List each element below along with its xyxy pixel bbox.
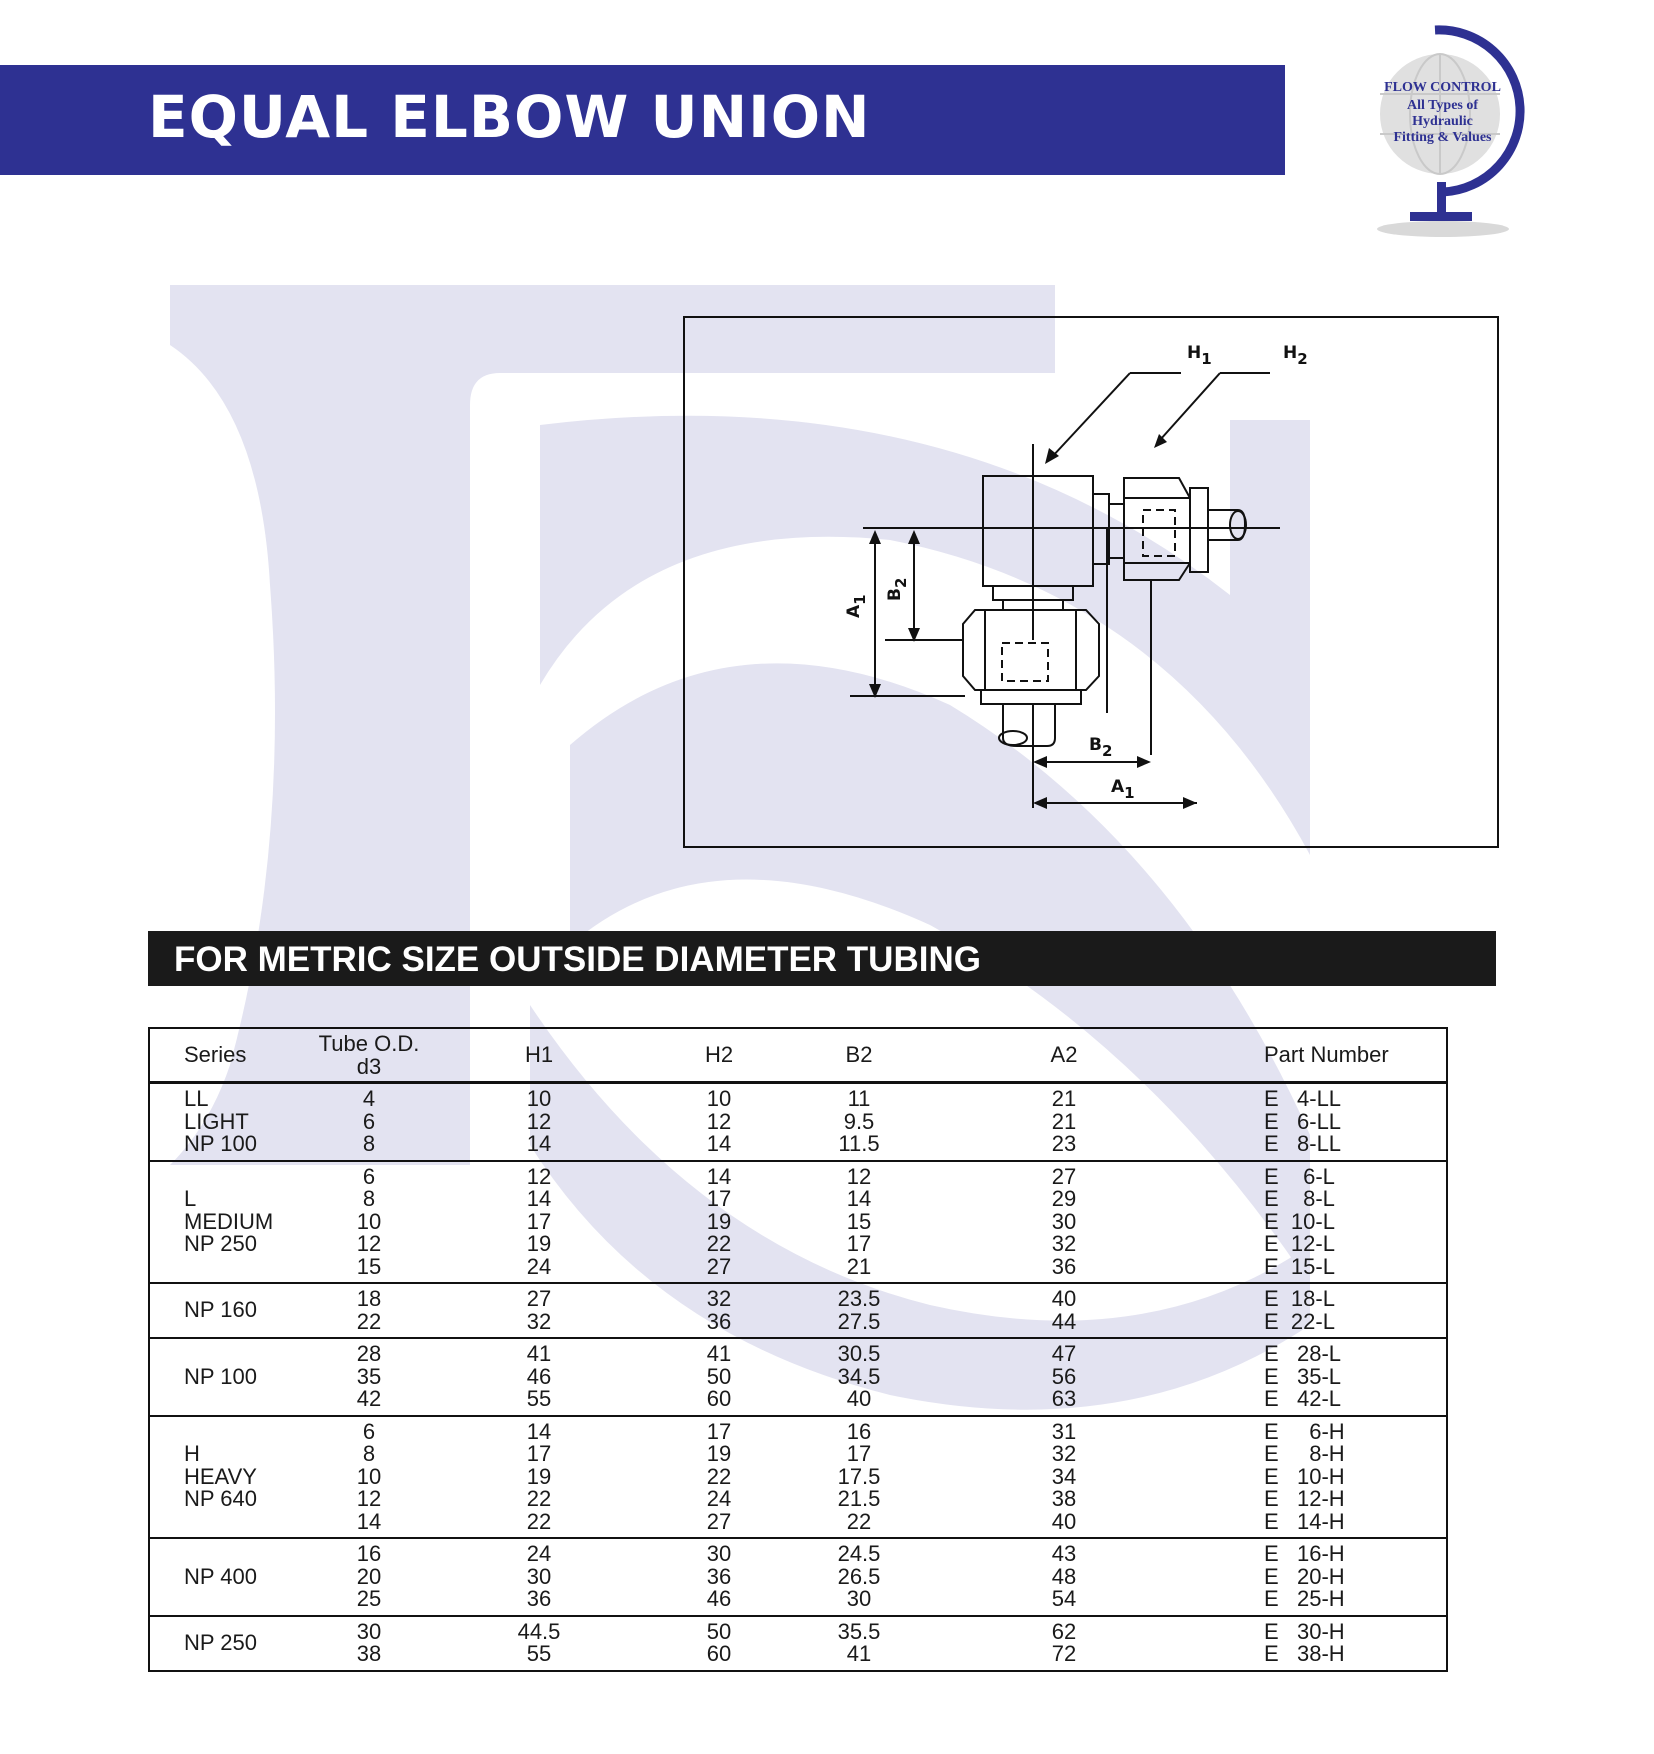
a2-value: 30 xyxy=(1051,1208,1077,1234)
part-number-cell xyxy=(1194,1161,1447,1284)
h1-value: 12 xyxy=(526,1163,552,1189)
tube-od-value: 8 xyxy=(362,1131,376,1156)
h2-value: 17 xyxy=(706,1418,732,1444)
series-value: H xyxy=(184,1441,200,1466)
part-number-cell xyxy=(1194,1283,1447,1338)
part-number-cell xyxy=(1194,1083,1447,1161)
series-value: NP 400 xyxy=(184,1563,257,1589)
technical-drawing xyxy=(685,318,1497,846)
header-h2: H2 xyxy=(654,1028,784,1083)
tube-od-value: 6 xyxy=(362,1108,376,1134)
part-number-value: E 38-H xyxy=(1264,1641,1345,1666)
h2-value: 19 xyxy=(706,1441,732,1466)
h2-value: 24 xyxy=(706,1486,732,1511)
a2-value: 43 xyxy=(1051,1541,1077,1566)
part-number-cell xyxy=(1194,1616,1447,1671)
a2-value: 23 xyxy=(1051,1131,1077,1156)
b2-cell xyxy=(784,1616,934,1671)
h1-value: 30 xyxy=(526,1563,552,1589)
b2-value: 12 xyxy=(846,1163,872,1189)
tube-od-cell xyxy=(314,1161,424,1284)
part-number-value: E 14-H xyxy=(1264,1508,1345,1534)
tube-od-value: 6 xyxy=(362,1418,376,1444)
h2-value: 60 xyxy=(706,1386,732,1411)
part-number-value: E 10-L xyxy=(1264,1208,1335,1234)
h1-value: 32 xyxy=(526,1308,552,1334)
tube-od-value: 16 xyxy=(356,1541,382,1566)
h1-cell xyxy=(424,1616,654,1671)
part-number-value: E 8-H xyxy=(1264,1441,1345,1466)
part-number-value: E 6-H xyxy=(1264,1418,1345,1444)
tube-od-value: 28 xyxy=(356,1341,382,1366)
label-h2: H2 xyxy=(1283,343,1308,368)
tube-od-value: 25 xyxy=(356,1586,382,1611)
h1-value: 19 xyxy=(526,1231,552,1256)
a2-value: 40 xyxy=(1051,1286,1077,1311)
header-tube-od xyxy=(314,1028,424,1083)
a2-value: 62 xyxy=(1051,1618,1077,1644)
b2-value: 22 xyxy=(846,1508,872,1534)
tube-od-cell xyxy=(314,1616,424,1671)
series-value: NP 100 xyxy=(184,1131,257,1156)
a2-cell xyxy=(934,1416,1194,1539)
h1-value: 27 xyxy=(526,1286,552,1311)
h1-cell xyxy=(424,1416,654,1539)
h2-value: 19 xyxy=(706,1208,732,1234)
series-value: MEDIUM xyxy=(184,1208,274,1234)
h2-value: 27 xyxy=(706,1508,732,1534)
h1-value: 10 xyxy=(526,1086,552,1111)
b2-value: 30 xyxy=(846,1586,872,1611)
b2-cell xyxy=(784,1338,934,1416)
section-title: FOR METRIC SIZE OUTSIDE DIAMETER TUBING xyxy=(174,940,981,979)
b2-value: 16 xyxy=(846,1418,872,1444)
part-number-value: E 12-L xyxy=(1264,1231,1335,1256)
a2-cell xyxy=(934,1161,1194,1284)
part-number-value: E 10-H xyxy=(1264,1463,1345,1489)
series-cell xyxy=(149,1416,314,1539)
a2-value: 63 xyxy=(1051,1386,1077,1411)
a2-value: 54 xyxy=(1051,1586,1077,1611)
table-row xyxy=(149,1161,1447,1284)
elbow-body xyxy=(983,476,1093,586)
part-number-value: E 6-LL xyxy=(1264,1108,1342,1134)
h2-value: 10 xyxy=(706,1086,732,1111)
bottom-nut xyxy=(963,610,1099,690)
h2-value: 17 xyxy=(706,1186,732,1211)
b2-value: 41 xyxy=(846,1641,872,1666)
tube-od-cell xyxy=(314,1283,424,1338)
h1-value: 19 xyxy=(526,1463,552,1489)
h2-cell xyxy=(654,1538,784,1616)
h1-value: 17 xyxy=(526,1441,552,1466)
h1-value: 12 xyxy=(526,1108,552,1134)
part-number-value: E 6-L xyxy=(1264,1163,1335,1189)
header-b2: B2 xyxy=(784,1028,934,1083)
b2-cell xyxy=(784,1083,934,1161)
part-number-value: E 16-H xyxy=(1264,1541,1345,1566)
b2-value: 23.5 xyxy=(837,1286,881,1311)
a2-value: 29 xyxy=(1051,1186,1077,1211)
label-h1: H1 xyxy=(1187,343,1212,368)
table-row xyxy=(149,1616,1447,1671)
table-header-row xyxy=(149,1028,1447,1083)
h1-value: 14 xyxy=(526,1131,552,1156)
h2-value: 46 xyxy=(706,1586,732,1611)
label-b2-horizontal: B2 xyxy=(1089,735,1113,760)
part-number-value: E 8-LL xyxy=(1264,1131,1342,1156)
series-value: HEAVY xyxy=(184,1463,257,1489)
h2-value: 12 xyxy=(706,1108,732,1134)
b2-value: 35.5 xyxy=(837,1618,881,1644)
h2-value: 22 xyxy=(706,1231,732,1256)
h2-value: 27 xyxy=(706,1253,732,1279)
table-row xyxy=(149,1338,1447,1416)
part-number-value: E 30-H xyxy=(1264,1618,1345,1644)
b2-value: 11.5 xyxy=(838,1131,880,1156)
h2-value: 36 xyxy=(706,1308,732,1334)
part-number-value: E 18-L xyxy=(1264,1286,1335,1311)
h1-cell xyxy=(424,1083,654,1161)
h2-cell xyxy=(654,1161,784,1284)
b2-value: 24.5 xyxy=(837,1541,881,1566)
a2-cell xyxy=(934,1538,1194,1616)
table-row xyxy=(149,1283,1447,1338)
header-series: Series xyxy=(149,1028,314,1083)
b2-value: 40 xyxy=(846,1386,872,1411)
h2-cell xyxy=(654,1416,784,1539)
h1-value: 44.5 xyxy=(517,1618,561,1644)
part-number-value: E 15-L xyxy=(1264,1253,1335,1279)
b2-value: 21 xyxy=(846,1253,872,1279)
a2-value: 34 xyxy=(1051,1463,1077,1489)
h2-value: 50 xyxy=(706,1618,732,1644)
h1-value: 24 xyxy=(526,1253,552,1279)
tube-od-value: 12 xyxy=(356,1231,382,1256)
tube-od-value: 42 xyxy=(356,1386,382,1411)
tube-od-value: 8 xyxy=(362,1441,376,1466)
series-cell xyxy=(149,1283,314,1338)
a2-value: 38 xyxy=(1051,1486,1077,1511)
h1-cell xyxy=(424,1283,654,1338)
tube-od-value: 10 xyxy=(356,1208,382,1234)
logo-tagline-1: All Types of xyxy=(1406,98,1479,113)
tube-od-value: 14 xyxy=(356,1508,382,1534)
h2-value: 22 xyxy=(706,1463,732,1489)
tube-od-value: 20 xyxy=(356,1563,382,1589)
tube-od-cell xyxy=(314,1416,424,1539)
b2-value: 17 xyxy=(846,1441,872,1466)
a2-value: 32 xyxy=(1051,1231,1077,1256)
h1-value: 41 xyxy=(526,1341,552,1366)
b2-cell xyxy=(784,1283,934,1338)
series-value: NP 100 xyxy=(184,1363,257,1389)
series-value: NP 250 xyxy=(184,1231,257,1256)
tube-od-value: 38 xyxy=(356,1641,382,1666)
b2-value: 17.5 xyxy=(837,1463,881,1489)
h2-value: 14 xyxy=(706,1131,732,1156)
h2-cell xyxy=(654,1338,784,1416)
table-row xyxy=(149,1538,1447,1616)
b2-value: 27.5 xyxy=(837,1308,881,1334)
h1-cell xyxy=(424,1538,654,1616)
logo-tagline-2: Hydraulic xyxy=(1412,114,1473,129)
h1-value: 14 xyxy=(526,1186,552,1211)
label-a1-horizontal: A1 xyxy=(1111,777,1135,802)
h1-value: 22 xyxy=(526,1508,552,1534)
b2-value: 30.5 xyxy=(837,1341,881,1366)
tube-od-cell xyxy=(314,1338,424,1416)
series-cell xyxy=(149,1083,314,1161)
series-cell xyxy=(149,1616,314,1671)
part-number-value: E 8-L xyxy=(1264,1186,1335,1211)
tube-od-value: 10 xyxy=(356,1463,382,1489)
part-number-value: E 25-H xyxy=(1264,1586,1345,1611)
header-part-number: Part Number xyxy=(1194,1028,1447,1083)
h1-value: 36 xyxy=(526,1586,552,1611)
a2-value: 47 xyxy=(1051,1341,1077,1366)
table-row xyxy=(149,1083,1447,1161)
b2-value: 26.5 xyxy=(837,1563,881,1589)
tube-od-value: 30 xyxy=(356,1618,382,1644)
part-number-value: E 35-L xyxy=(1264,1363,1342,1389)
b2-cell xyxy=(784,1538,934,1616)
b2-value: 34.5 xyxy=(837,1363,881,1389)
a2-value: 32 xyxy=(1051,1441,1077,1466)
header-h1: H1 xyxy=(424,1028,654,1083)
a2-cell xyxy=(934,1283,1194,1338)
part-number-cell xyxy=(1194,1338,1447,1416)
label-a1-vertical: A1 xyxy=(844,594,869,618)
series-value: LL xyxy=(184,1086,209,1111)
tube-od-value: 35 xyxy=(356,1363,382,1389)
series-cell xyxy=(149,1538,314,1616)
h2-value: 14 xyxy=(706,1163,732,1189)
h1-value: 24 xyxy=(526,1541,552,1566)
h2-cell xyxy=(654,1616,784,1671)
table-row xyxy=(149,1416,1447,1539)
h2-value: 36 xyxy=(706,1563,732,1589)
tube-od-cell xyxy=(314,1538,424,1616)
series-cell xyxy=(149,1338,314,1416)
series-value: NP 250 xyxy=(184,1629,257,1655)
h1-value: 14 xyxy=(526,1418,552,1444)
b2-cell xyxy=(784,1161,934,1284)
logo-brand: FLOW CONTROL xyxy=(1384,80,1501,95)
a2-value: 21 xyxy=(1051,1108,1077,1134)
a2-value: 48 xyxy=(1051,1563,1077,1589)
page-title: EQUAL ELBOW UNION xyxy=(148,83,871,151)
a2-value: 27 xyxy=(1051,1163,1077,1189)
tube-od-value: 22 xyxy=(356,1308,382,1334)
a2-cell xyxy=(934,1083,1194,1161)
b2-value: 14 xyxy=(846,1186,872,1211)
tube-od-value: 8 xyxy=(362,1186,376,1211)
part-number-value: E 42-L xyxy=(1264,1386,1342,1411)
a2-cell xyxy=(934,1616,1194,1671)
part-number-cell xyxy=(1194,1538,1447,1616)
a2-value: 36 xyxy=(1051,1253,1077,1279)
series-cell xyxy=(149,1161,314,1284)
tube-od-cell xyxy=(314,1083,424,1161)
part-number-value: E 28-L xyxy=(1264,1341,1342,1366)
h1-value: 46 xyxy=(526,1363,552,1389)
tube-od-value: 6 xyxy=(362,1163,376,1189)
b2-value: 9.5 xyxy=(843,1108,875,1134)
a2-value: 72 xyxy=(1051,1641,1077,1666)
b2-cell xyxy=(784,1416,934,1539)
a2-value: 40 xyxy=(1051,1508,1077,1534)
h2-value: 50 xyxy=(706,1363,732,1389)
h2-value: 41 xyxy=(706,1341,732,1366)
h1-cell xyxy=(424,1161,654,1284)
h2-value: 32 xyxy=(706,1286,732,1311)
label-b2-vertical: B2 xyxy=(885,577,910,601)
part-number-value: E 4-LL xyxy=(1264,1086,1342,1111)
b2-value: 21.5 xyxy=(837,1486,881,1511)
tube-od-value: 4 xyxy=(362,1086,376,1111)
part-number-value: E 12-H xyxy=(1264,1486,1345,1511)
dimension-table xyxy=(148,1027,1448,1672)
h1-cell xyxy=(424,1338,654,1416)
part-number-value: E 20-H xyxy=(1264,1563,1345,1589)
logo-tagline-3: Fitting & Values xyxy=(1393,130,1492,145)
header-a2: A2 xyxy=(934,1028,1194,1083)
b2-value: 11 xyxy=(847,1086,871,1111)
elbow-union-diagram xyxy=(683,316,1499,848)
title-banner xyxy=(0,65,1285,175)
series-value: NP 640 xyxy=(184,1486,257,1511)
tube-od-value: 12 xyxy=(356,1486,382,1511)
a2-value: 21 xyxy=(1051,1086,1077,1111)
header-tube-od-line2: d3 xyxy=(356,1054,382,1079)
tube-od-value: 15 xyxy=(356,1253,382,1279)
section-banner xyxy=(148,931,1496,986)
h2-cell xyxy=(654,1283,784,1338)
b2-value: 15 xyxy=(846,1208,872,1234)
logo-text xyxy=(1370,80,1515,146)
part-number-cell xyxy=(1194,1416,1447,1539)
a2-value: 44 xyxy=(1051,1308,1077,1334)
series-value: L xyxy=(184,1186,197,1211)
h1-value: 55 xyxy=(526,1386,552,1411)
h1-value: 17 xyxy=(526,1208,552,1234)
tube-od-value: 18 xyxy=(356,1286,382,1311)
h1-value: 55 xyxy=(526,1641,552,1666)
h1-value: 22 xyxy=(526,1486,552,1511)
a2-value: 56 xyxy=(1051,1363,1077,1389)
header-tube-od-line1: Tube O.D. xyxy=(318,1031,420,1056)
a2-value: 31 xyxy=(1051,1418,1077,1444)
part-number-value: E 22-L xyxy=(1264,1308,1335,1334)
h2-cell xyxy=(654,1083,784,1161)
series-value: LIGHT xyxy=(184,1108,249,1134)
b2-value: 17 xyxy=(846,1231,872,1256)
h2-value: 60 xyxy=(706,1641,732,1666)
h2-value: 30 xyxy=(706,1541,732,1566)
a2-cell xyxy=(934,1338,1194,1416)
series-value: NP 160 xyxy=(184,1297,257,1323)
